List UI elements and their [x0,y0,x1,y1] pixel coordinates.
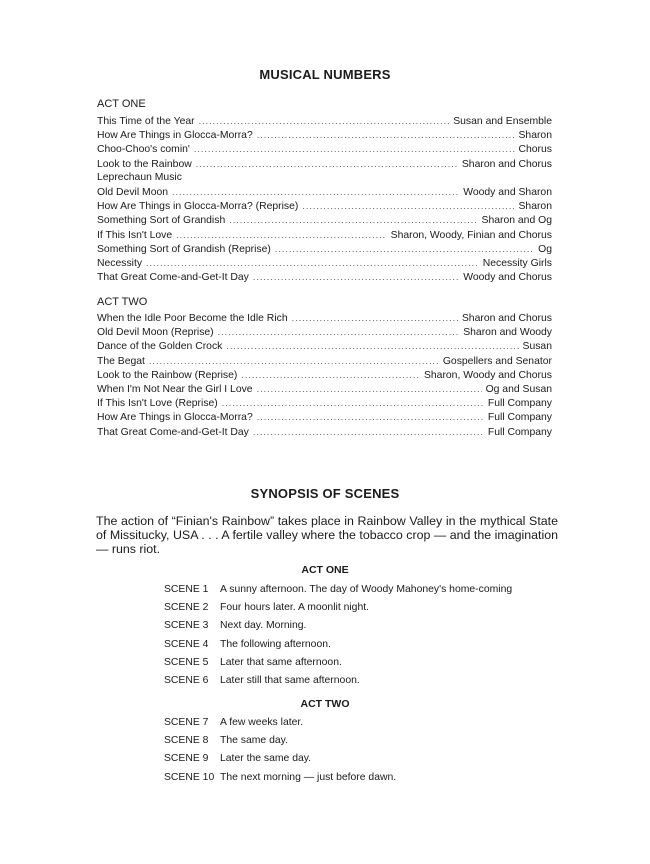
song-performer: Full Company [487,412,552,424]
song-performer: Full Company [487,426,552,438]
synopsis-heading: SYNOPSIS OF SCENES [250,486,400,501]
dot-leader [172,185,459,199]
dot-leader [257,128,515,142]
dot-leader [292,311,458,325]
song-title: How Are Things in Glocca-Morra? (Reprise) [97,201,299,213]
dot-leader [226,339,518,353]
song-title: When the Idle Poor Become the Idle Rich [97,313,288,324]
song-title: Old Devil Moon [97,186,169,198]
song-row [97,213,552,227]
song-row [97,425,552,439]
song-performer: Full Company [487,398,552,410]
scene-row [164,771,564,789]
song-row [97,142,552,156]
act-one-scene-list [164,583,564,692]
scene-row [164,674,564,692]
synopsis-intro: The action of “Finian's Rainbow” takes place in Rainbow Valley in the mythical State of Missitucky, USA . . . A fertile valley where the tobacco crop — and the imagination — runs riot. [96,514,558,556]
dot-leader [199,114,450,128]
song-title: Look to the Rainbow (Reprise) [97,369,238,381]
song-performer: Gospellers and Senator [442,355,552,367]
act-two-song-list [97,311,552,439]
scene-number: SCENE 3 [164,620,209,632]
dot-leader [257,382,482,396]
synopsis-act-one-label: ACT ONE [301,564,349,576]
song-title: The Begat [97,355,145,367]
act-two-songs-label: ACT TWO [97,296,148,308]
song-title: When I'm Not Near the Girl I Love [97,383,253,395]
song-performer: Sharon [518,201,552,213]
scene-number: SCENE 10 [164,771,215,783]
song-performer: Necessity Girls [482,257,552,269]
song-row [97,256,552,270]
scene-number: SCENE 6 [164,674,209,686]
song-row [97,396,552,410]
dot-leader [257,410,484,424]
scene-description: Later the same day. [220,753,312,765]
song-title: Choo-Choo's comin' [97,144,190,156]
dot-leader [222,396,484,410]
scene-number: SCENE 9 [164,753,209,765]
scene-number: SCENE 7 [164,717,209,728]
song-row [97,311,552,325]
scene-row [164,619,564,637]
scene-description: Four hours later. A moonlit night. [220,602,370,614]
act-one-song-list [97,114,552,284]
scene-description: The same day. [220,735,288,747]
song-title: Something Sort of Grandish (Reprise) [97,243,271,255]
song-row [97,228,552,242]
scene-description: Later still that same afternoon. [220,674,360,686]
scene-row [164,752,564,770]
song-title: If This Isn't Love (Reprise) [97,398,218,410]
song-performer: Sharon and Chorus [461,313,552,324]
song-row [97,171,552,185]
song-title: Something Sort of Grandish [97,215,226,227]
dot-leader [302,199,514,213]
dot-leader [196,157,458,171]
dot-leader [241,368,420,382]
scene-number: SCENE 5 [164,656,209,668]
song-row [97,270,552,284]
synopsis-act-two-label: ACT TWO [300,698,350,710]
song-row [97,325,552,339]
song-row [97,354,552,368]
musical-numbers-heading: MUSICAL NUMBERS [259,67,391,82]
scene-number: SCENE 8 [164,735,209,747]
dot-leader [253,270,459,284]
scene-description: The next morning — just before dawn. [220,771,397,783]
song-row [97,368,552,382]
scene-row [164,734,564,752]
scene-description: A few weeks later. [220,717,304,728]
dot-leader [218,325,460,339]
song-row [97,410,552,424]
song-performer: Sharon, Woody, Finian and Chorus [390,229,552,241]
song-title: This Time of the Year [97,116,195,127]
song-performer: Susan [522,341,552,353]
song-title: Leprechaun Music [97,171,182,183]
dot-leader [253,425,484,439]
song-performer: Woody and Sharon [463,186,552,198]
song-title: Necessity [97,257,143,269]
scene-row [164,656,564,674]
scene-row [164,583,564,601]
dot-leader [194,142,515,156]
song-row [97,114,552,128]
song-performer: Susan and Ensemble [453,116,552,127]
song-row [97,382,552,396]
song-performer: Og and Susan [485,383,552,395]
scene-number: SCENE 1 [164,584,209,595]
song-performer: Sharon and Woody [463,327,552,339]
song-performer: Og [538,243,552,255]
song-title: How Are Things in Glocca-Morra? [97,130,253,142]
song-performer: Sharon [518,130,552,142]
song-performer: Woody and Chorus [463,272,552,284]
scene-description: Next day. Morning. [220,620,307,632]
dot-leader [176,228,387,242]
song-title: Dance of the Golden Crock [97,341,223,353]
dot-leader [275,242,534,256]
song-title: Look to the Rainbow [97,158,192,170]
song-title: How Are Things in Glocca-Morra? [97,412,253,424]
scene-row [164,601,564,619]
act-one-songs-label: ACT ONE [97,98,146,110]
song-title: Old Devil Moon (Reprise) [97,327,214,339]
song-row [97,199,552,213]
scene-row [164,638,564,656]
act-two-scene-list [164,716,564,789]
scene-number: SCENE 2 [164,602,209,614]
scene-description: The following afternoon. [220,638,331,650]
song-title: That Great Come-and-Get-It Day [97,426,249,438]
dot-leader [146,256,479,270]
dot-leader [229,213,477,227]
song-row [97,128,552,142]
song-performer: Sharon and Og [481,215,552,227]
song-performer: Sharon and Chorus [461,158,552,170]
song-row [97,339,552,353]
song-row [97,242,552,256]
scene-description: Later that same afternoon. [220,656,342,668]
song-performer: Sharon, Woody and Chorus [423,369,552,381]
scene-number: SCENE 4 [164,638,209,650]
scene-description: A sunny afternoon. The day of Woody Mahoney's home-coming [220,584,513,595]
song-title: If This Isn't Love [97,229,173,241]
song-title: That Great Come-and-Get-It Day [97,272,249,284]
song-row [97,185,552,199]
dot-leader [149,354,439,368]
song-performer: Chorus [518,144,552,156]
song-row [97,157,552,171]
scene-row [164,716,564,734]
